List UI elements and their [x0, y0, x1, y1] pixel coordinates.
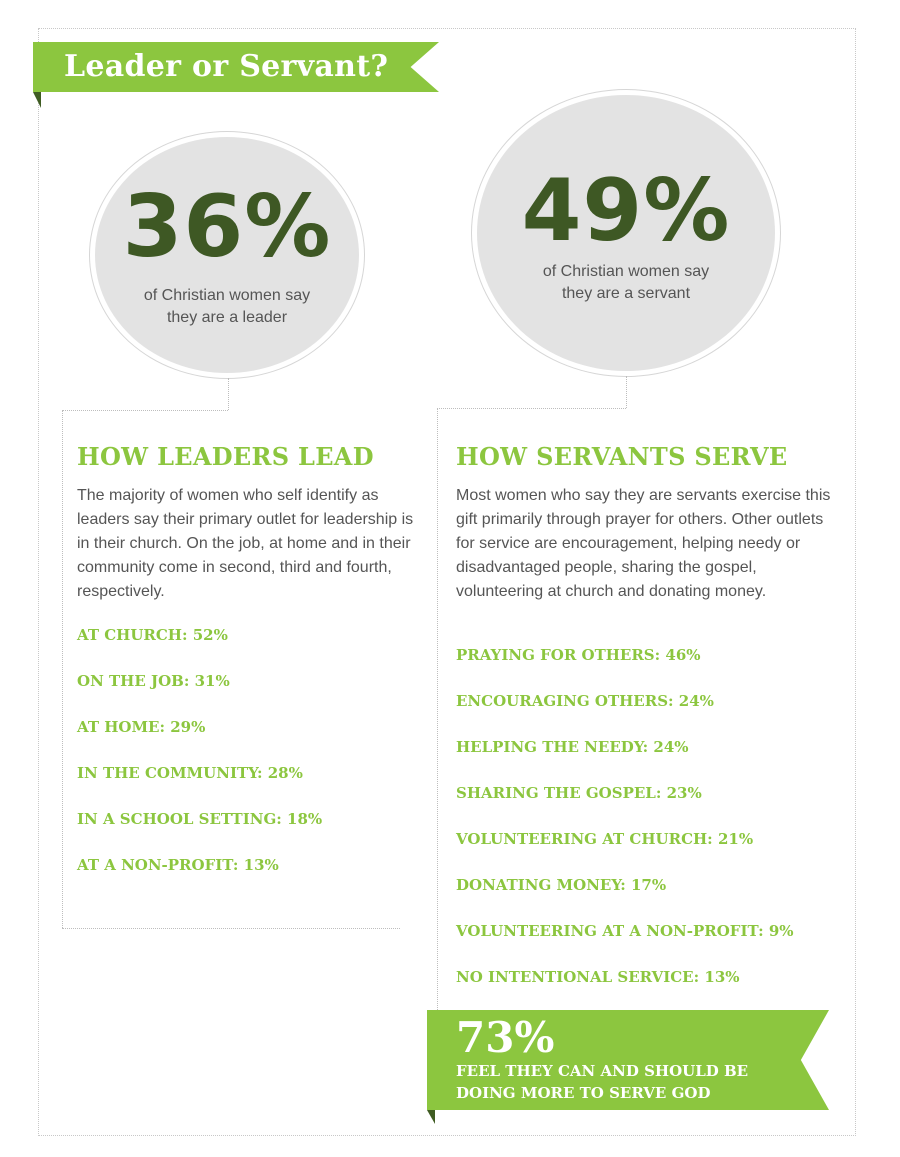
leader-box-left-edge: [62, 410, 63, 928]
leader-stat-item: ON THE JOB: 31%: [77, 672, 230, 690]
servant-connector-vertical: [626, 376, 627, 408]
leader-stat-item: IN THE COMMUNITY: 28%: [77, 764, 303, 782]
servants-section: [456, 440, 846, 986]
servant-stat-item: PRAYING FOR OTHERS: 46%: [456, 646, 701, 664]
servant-connector-horizontal: [437, 408, 626, 409]
leader-stat-item: AT HOME: 29%: [77, 718, 206, 736]
servant-caption-line1: of Christian women say: [542, 263, 710, 280]
leader-caption: [95, 285, 359, 329]
servant-caption-line2: they are a servant: [561, 285, 691, 302]
leader-stat-circle: [95, 137, 359, 373]
servant-stat-item: SHARING THE GOSPEL: 23%: [456, 784, 702, 802]
leader-stat-item: AT CHURCH: 52%: [77, 626, 228, 644]
servants-description: Most women who say they are servants exercise this gift primarily through prayer for others. Other outlets for service are encouragement, helping needy or disadvantaged people, sharing the gospel, volunteering at church and donating money.: [456, 487, 831, 600]
leader-connector-horizontal: [62, 410, 228, 411]
callout-percent: 73%: [456, 1013, 555, 1062]
leaders-heading: HOW LEADERS LEAD: [77, 442, 374, 471]
servant-box-left-edge: [437, 408, 438, 1010]
leader-caption-line1: of Christian women say: [143, 287, 311, 304]
leader-caption-line2: they are a leader: [166, 309, 288, 326]
leader-percent: 36%: [122, 177, 332, 277]
servants-heading: HOW SERVANTS SERVE: [456, 442, 788, 471]
servant-stat-circle: [477, 95, 775, 371]
leader-stat-item: IN A SCHOOL SETTING: 18%: [77, 810, 323, 828]
leader-connector-vertical: [228, 378, 229, 410]
leader-box-bottom-edge: [62, 928, 400, 929]
servant-stat-item: HELPING THE NEEDY: 24%: [456, 738, 689, 756]
leaders-description: The majority of women who self identify as leaders say their primary outlet for leadership is in their church. On the job, at home and in their community come in second, third and fourth, respectively.: [77, 487, 414, 600]
servant-stat-item: NO INTENTIONAL SERVICE: 13%: [456, 968, 740, 986]
leaders-stat-list: [77, 625, 322, 901]
callout-banner-fold: [427, 1110, 435, 1124]
servant-stat-item: ENCOURAGING OTHERS: 24%: [456, 692, 714, 710]
servant-stat-item: VOLUNTEERING AT CHURCH: 21%: [456, 830, 754, 848]
leaders-section: [77, 440, 427, 874]
servant-percent: 49%: [521, 161, 731, 261]
page-title: Leader or Servant?: [64, 49, 389, 84]
title-banner-fold: [33, 92, 41, 108]
callout-line2: DOING MORE TO SERVE GOD: [456, 1084, 711, 1102]
servants-stat-list: [456, 645, 794, 1013]
servant-caption: [477, 261, 775, 305]
callout-text: [456, 1060, 796, 1104]
servant-stat-item: DONATING MONEY: 17%: [456, 876, 667, 894]
leader-stat-item: AT A NON-PROFIT: 13%: [77, 856, 279, 874]
callout-line1: FEEL THEY CAN AND SHOULD BE: [456, 1062, 749, 1080]
servant-stat-item: VOLUNTEERING AT A NON-PROFIT: 9%: [456, 922, 794, 940]
